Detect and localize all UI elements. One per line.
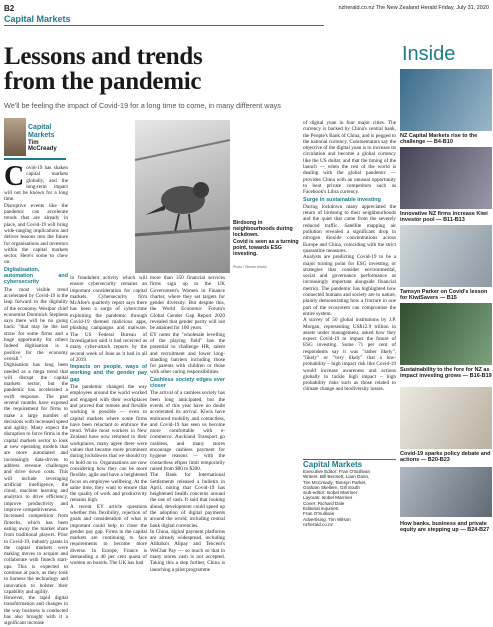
rail-image-6	[400, 467, 492, 517]
subhead: Digitalisation, automation and cybersecurity	[4, 266, 68, 286]
rail-item-4[interactable]: Sustainability to the fore for NZ as impact investing grows — B16-B19	[400, 367, 492, 380]
column-title-2: Markets	[28, 132, 55, 139]
rail-image-5	[400, 387, 492, 449]
rail-image-4	[400, 303, 492, 365]
article-column-2: in fraudulent activity which will ensure cybersecurity remains an important consideration for capital markets. Cybersecurity firm McAfee's quarterly report says there has been a surge of cybercrime exploiting the pandemic through Covid-19 themed malicious apps, phishing campaigns and malware. The US Federal Bureau of Investigation said it had received as many cyber-attack reports by the second week of June as it had in all of 2019. Impacts on people, ways of working and the gender pay gap The pandemic changed the way employees around the world worked and engaged with their workplaces and proved that remote and flexible working is possible — even in capital markets where some firms have been reluctant to embrace the trend. While most workers in New Zealand have now returned to their workplaces, many agree there were values that became more prominent during lockdowns that we should try to hold on to. Organisations are now considering how they can be more flexible, agile and have a heightened focus on employee wellbeing. At the same time, they want to ensure that the quality of work and productivity remains high. A recent EY article questions whether this flexibility, rejection of goals and consideration of what is important could help to close the gender pay gap. Firms in the capital markets are continuing to face requirements to become more diverse. In Europe, France is demanding a 40 per cent quota of women on boards. The UK has had	[70, 275, 147, 567]
rail-item-2[interactable]: Innovative NZ firms increase Kiwi investor pool — B11-B13	[400, 211, 488, 224]
article-column-3: more than 350 financial services firms sign up to the UK Government's Women in Finance charter, where they set targets for gender diversity. But despite this, the World Economic Forum's Global Gender Gap Report 2020 revealed that gender parity will not be attained for 100 years. EY notes the "wholesale levelling of the playing field" has the potential to challenge HR, talent and recruitment and lower long-standing barriers including those for parents with children or those with other caring responsibilities. Cashless society edges ever closer The arrival of a cashless society has been long anticipated, but the events of this year have no doubt accelerated its arrival. Kiwis have embraced mobility and contactless, and Covid-19 has seen us become more comfortable with e-commerce. Auckland Transport go cashless, and many stores encourage cashless payment for hygiene reasons — with the contactless eftpos limit temporarily raised from $80 to $200. The Bank for International Settlements released a bulletin in April, noting that Covid-19 has heightened health concerns around the use of cash. It said that looking ahead, development could speed up the adoption of digital payments around the world, including central bank digital currencies. In China, digital payment platforms are already widespread, including Alibaba's Alipay and Tencent's WeChat Pay — so much so that in many stores cash is not accepted. Taking this a step further, China is launching a pilot programme	[150, 275, 225, 573]
author-photo	[4, 118, 26, 156]
column-title-1: Capital	[28, 124, 52, 131]
rail-image-2	[400, 147, 492, 209]
rail-item-6[interactable]: How banks, business and private equity are stepping up — B24-B27	[400, 521, 490, 534]
rail-item-5[interactable]: Covid-19 sparks policy debate and actions — B20-B23	[400, 451, 491, 464]
subhead: Impacts on people, ways of working and the gender pay gap	[70, 364, 147, 383]
bird-photo	[135, 120, 230, 273]
author-name: Tim McCready	[28, 140, 57, 152]
article-column-1: C ovid-19 has shaken capital markets globally, and the long-term impact will not be known for a long time. Disruptive events like the pandemic can accelerate trends that are already in place, and Covid-19 will bring wide-ranging implications and deliver lessons into the future for organisations and investors within the capital markets sector. Here's some to chew on: Digitalisation, automation and cybersecurity The most visible trend accelerated by Covid-19 is the leap forward in the digitality of the economy. Westpac chief economist Dominick Stephens says there will be no going back: "that may be the last straw for some firms and a huge opportunity for others Indeed digitisation is a positive for the economy overall." Digitisation has long been needed as a mega trend that will disrupt the capital markets sector, but the pandemic has accelerated a swift response. The past several months have exposed the requirement for firms to make a large number of decisions with increased speed and agility. Many expect the disruption to force firms in the capital markets sector to look at new operating models that are more automated and increasingly data-driven to address revenue challenges and drive down costs. This will include leveraging artificial intelligence, the cloud, machine learning and analytics to drive efficiency, improve productivity and improve competitiveness. Increased competition from fintechs, which has been eating away the market share from traditional players. Prior to Covid-19, industry giants in the capital markets were making moves to acquire and collaborate with fintech start-ups. This is expected to continue at pace, as they look to harness the technology and innovation to bolster their capability and agility. However, the rapid digital transformation and changes in the way business is conducted has also brought with it a significant increase	[4, 161, 68, 627]
running-header	[4, 3, 489, 13]
standfirst: We'll be feeling the impact of Covid-19 for a long time to come, in many different ways	[4, 101, 281, 110]
subhead: Surge in sustainable investing	[303, 196, 381, 203]
drop-cap: C	[4, 161, 25, 192]
byline-box	[4, 118, 66, 160]
section-label: Capital Markets	[4, 14, 324, 26]
rail-item-3[interactable]: Tamsyn Parker on Covid's lesson for KiwiSavers — B15	[400, 289, 488, 302]
credits-box: Capital Markets Executive Editor: Fran O'Sullivan Writers: Bill Bennett, Liam Dann, Tim McCready, Tamsyn Parker, Graham Skellern, Gill South Sub-editor: Isobel Marriner Layouts: Isobel Marriner Cover: Richard Dale Editorial inquiries: Fran O'Sullivan Advertising: Tim Wilson nzherald.co.nz	[303, 459, 396, 545]
subhead: Cashless society edges ever closer	[150, 376, 225, 390]
publication-date-line: nzherald.co.nz The New Zealand Herald Friday, July 31, 2020	[338, 5, 489, 11]
rail-image-1	[400, 69, 492, 131]
article-column-4: of digital yuan in four major cities. The currency is backed by China's central bank, the People's Bank of China, and is pegged to the national currency. Commentators say the objective of the digital yuan is to increase its circulation and become a global currency like the US dollar, and that the timing of the launch — when the rest of the world is dealing with the global pandemic — provides China with an unusual opportunity to beat private competitors such as Facebook's Libra currency. Surge in sustainable investing During lockdown many appreciated the return of birdsong to their neighbourhoods and the quiet that came from the severely reduced traffic. Satellite mapping air pollution revealed a significant drop in nitrogen dioxide concentrations across Europe and China, coinciding with the strict quarantine measures. Analysts are predicting Covid-19 to be a major turning point for ESG investing, or strategies that consider environmental, social and governance performance as increasingly important alongside financial metrics. The pandemic has highlighted how connected humans and society are to nature, plainly demonstrating how a fracture in one part of the ecosystem can compromise the entire system. A survey of 50 global institutions by J.P. Morgan, representing US$12.9 trillion in assets under management, asked how they expect Covid-19 to impact the future of ESG investing. Some 71 per cent of respondents say it was "rather likely", "likely" or "very likely" that a low-probability – high impact risk like Covid-19 would increase awareness and actions globally to tackle high impact – high probability risks such as those related to climate change and biodiversity losses.	[303, 120, 396, 393]
rail-item-1[interactable]: NZ Capital Markets rise to the challenge — B4-B10	[400, 133, 478, 146]
inside-rail	[398, 35, 493, 547]
photo-credit: Photo / Steven Martin	[233, 265, 267, 269]
inside-title: Inside	[402, 43, 456, 65]
headline: Lessons and trends from the pandemic	[4, 43, 203, 95]
credits-title: Capital Markets	[303, 460, 363, 469]
page-number: B2	[4, 3, 15, 13]
photo-caption: Birdsong in neighbourhoods during lockdown. Covid is seen as a turning point, towards ESG investing.	[233, 220, 299, 258]
rail-image-3	[400, 225, 492, 287]
